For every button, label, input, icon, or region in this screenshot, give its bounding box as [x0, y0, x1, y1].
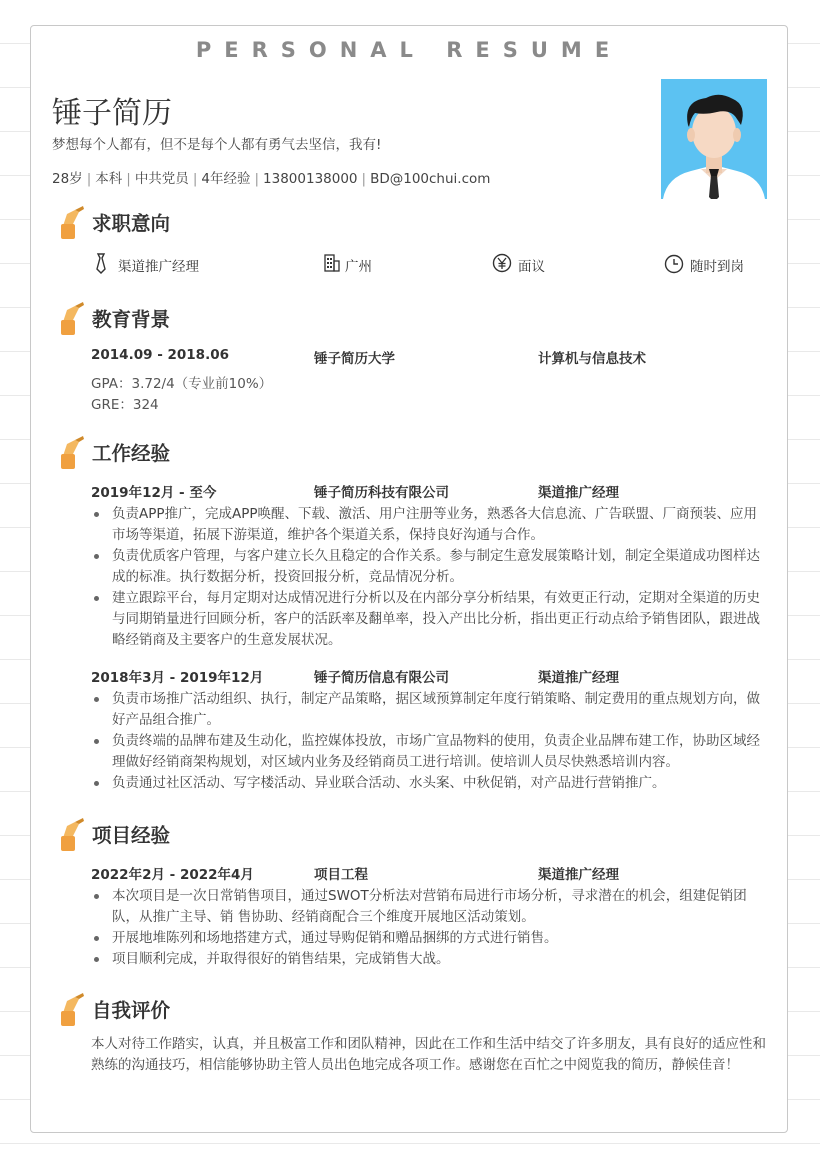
education-gpa: GPA：3.72/4（专业前10%） — [91, 376, 273, 392]
education-gre: GRE：324 — [91, 397, 159, 413]
candidate-motto: 梦想每个人都有，但不是每个人都有勇气去坚信，我有! — [52, 137, 382, 153]
work-role: 渠道推广经理 — [538, 485, 619, 501]
list-item: 负责优质客户管理，与客户建立长久且稳定的合作关系。参与制定生意发展策略计划，制定全渠道成功图样达成的标准。执行数据分析，投资回报分析，竞品情况分析。 — [91, 546, 761, 588]
pencil-hand-icon — [57, 818, 85, 852]
work-row-2 — [91, 666, 771, 686]
yen-icon — [492, 252, 512, 274]
list-item: 负责APP推广，完成APP唤醒、下载、激活、用户注册等业务，熟悉各大信息流、广告联盟、厂商预装、应用市场等渠道，拓展下游渠道，维护各个渠道关系，保持良好沟通与合作。 — [91, 504, 761, 546]
work-bullets-1 — [91, 504, 761, 651]
work-role: 渠道推广经理 — [538, 670, 619, 686]
intent-position-label: 渠道推广经理 — [118, 259, 199, 275]
section-intent-title: 求职意向 — [92, 212, 171, 235]
work-company: 锤子简历信息有限公司 — [314, 670, 449, 686]
pencil-hand-icon — [57, 436, 85, 470]
education-major: 计算机与信息技术 — [538, 351, 646, 367]
project-name: 项目工程 — [314, 867, 368, 883]
project-bullets — [91, 886, 761, 970]
clock-icon — [664, 252, 684, 274]
work-row-1 — [91, 481, 771, 501]
work-period: 2018年3月 - 2019年12月 — [91, 670, 264, 686]
info-email: BD@100chui.com — [370, 171, 491, 187]
info-age: 28岁 — [52, 171, 83, 187]
section-project-title: 项目经验 — [92, 824, 171, 847]
self-evaluation-text: 本人对待工作踏实，认真，并且极富工作和团队精神，因此在工作和生活中结交了许多朋友，具有良好的适应性和熟练的沟通技巧，相信能够协助主管人员出色地完成各项工作。感谢您在百忙之中阅览我的简历，静候佳音！ — [91, 1036, 766, 1073]
education-school: 锤子简历大学 — [314, 351, 395, 367]
intent-city-label: 广州 — [345, 259, 372, 275]
list-item: 负责通过社区活动、写字楼活动、异业联合活动、水头案、中秋促销，对产品进行营销推广。 — [91, 773, 761, 794]
section-work-title: 工作经验 — [92, 442, 171, 465]
project-row — [91, 863, 771, 883]
info-degree: 本科 — [95, 171, 123, 187]
list-item: 建立跟踪平台，每月定期对达成情况进行分析以及在内部分享分析结果，有效更正行动，定期对全渠道的历史与同期销量进行回顾分析，客户的活跃率及翻单率，投入产出比分析，指出更正行动点给予销售团队，跟进战略经销商及主要客户的生意发展状况。 — [91, 588, 761, 651]
education-row — [91, 347, 771, 367]
project-role: 渠道推广经理 — [538, 867, 619, 883]
work-company: 锤子简历科技有限公司 — [314, 485, 449, 501]
project-period: 2022年2月 - 2022年4月 — [91, 867, 254, 883]
intent-availability-label: 随时到岗 — [690, 259, 744, 275]
pencil-hand-icon — [57, 993, 85, 1027]
work-period: 2019年12月 - 至今 — [91, 485, 217, 501]
info-party: 中共党员 — [134, 171, 189, 187]
work-bullets-2 — [91, 689, 761, 794]
candidate-name: 锤子简历 — [52, 96, 172, 131]
info-experience: 4年经验 — [201, 171, 251, 187]
building-icon — [323, 252, 341, 274]
candidate-info: 28岁 | 本科 | 中共党员 | 4年经验 | 13800138000 | BD@100chui.com — [52, 171, 491, 187]
list-item: 项目顺利完成，并取得很好的销售结果，完成销售大战。 — [91, 949, 761, 970]
list-item: 开展地堆陈列和场地搭建方式，通过导购促销和赠品捆绑的方式进行销售。 — [91, 928, 761, 949]
intent-salary-label: 面议 — [518, 259, 545, 275]
section-self-title: 自我评价 — [92, 999, 171, 1022]
resume-sheet — [30, 25, 788, 1133]
list-item: 负责市场推广活动组织、执行，制定产品策略，据区域预算制定年度行销策略、制定费用的重点规划方向，做好产品组合推广。 — [91, 689, 761, 731]
info-phone: 13800138000 — [263, 171, 358, 187]
section-education-title: 教育背景 — [92, 308, 171, 331]
list-item: 本次项目是一次日常销售项目，通过SWOT分析法对营销布局进行市场分析，寻求潜在的机会，组建促销团队，从推广主导、销 售协助、经销商配合三个维度开展地区活动策划。 — [91, 886, 761, 928]
pencil-hand-icon — [57, 206, 85, 240]
education-period: 2014.09 - 2018.06 — [91, 347, 229, 363]
tie-icon — [92, 252, 110, 274]
avatar — [661, 79, 767, 199]
list-item: 负责终端的品牌布建及生动化，监控媒体投放，市场广宣品物料的使用，负责企业品牌布建工作，协助区域经理做好经销商架构规划，对区域内业务及经销商员工进行培训。使培训人员尽快熟悉培训内容。 — [91, 731, 761, 773]
resume-banner: PERSONAL RESUME — [195, 38, 623, 62]
pencil-hand-icon — [57, 302, 85, 336]
